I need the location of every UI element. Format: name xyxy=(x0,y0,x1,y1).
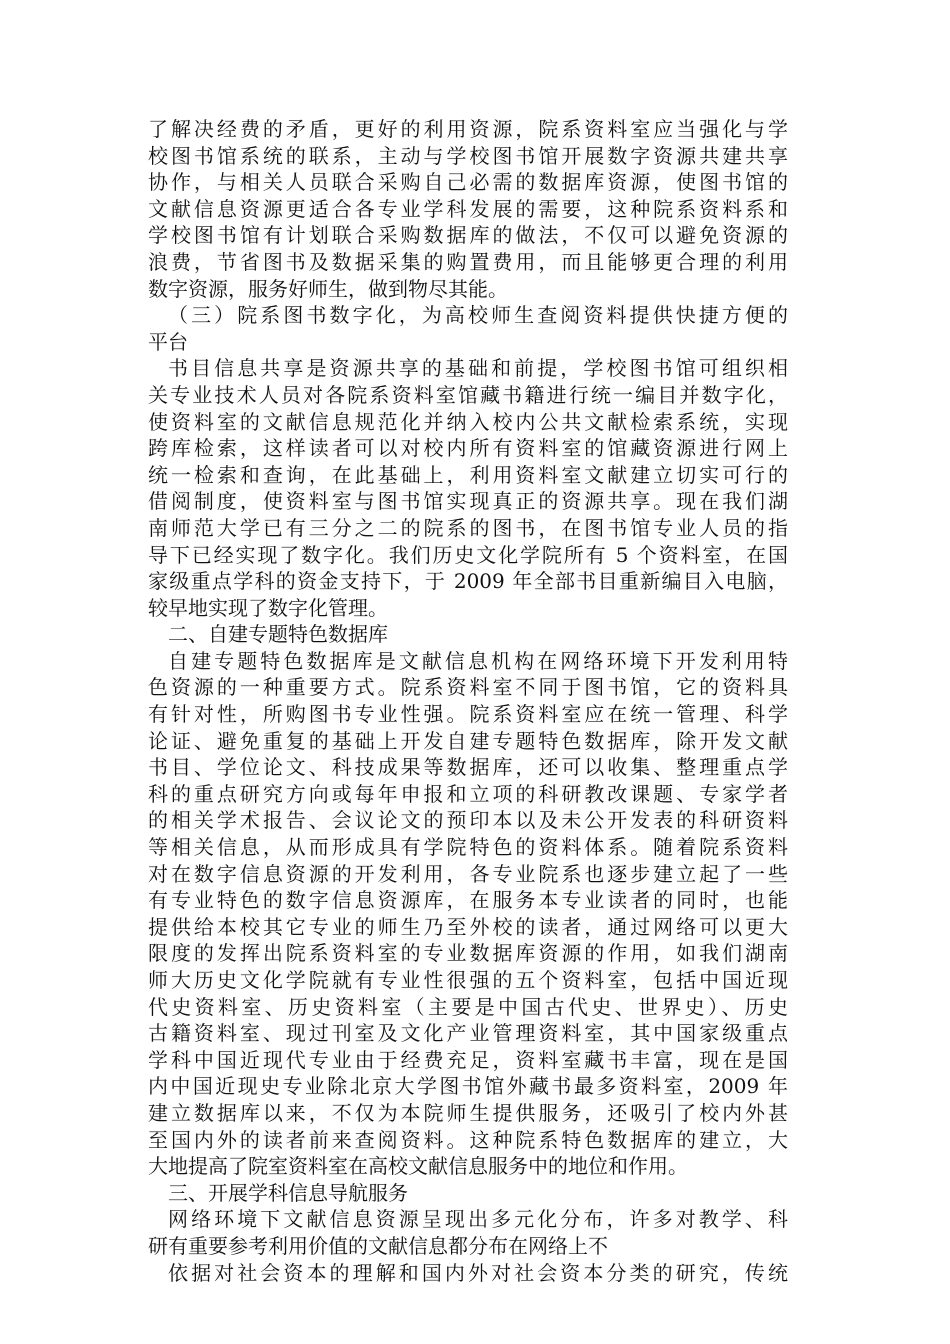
text-line: 学科中国近现代专业由于经费充足，资料室藏书丰富，现在是国 xyxy=(148,1047,788,1072)
text-line: 大地提高了院室资料室在高校文献信息服务中的地位和作用。 xyxy=(148,1154,688,1179)
text-line: 导下已经实现了数字化。我们历史文化学院所有 5 个资料室，在国 xyxy=(148,542,788,567)
text-line: 较早地实现了数字化管理。 xyxy=(148,595,388,620)
text-line: 古籍资料室、现过刊室及文化产业管理资料室，其中国家级重点 xyxy=(148,1021,788,1046)
text-line: 色资源的一种重要方式。院系资料室不同于图书馆，它的资料具 xyxy=(148,675,788,700)
text-line: 书目、学位论文、科技成果等数据库，还可以收集、整理重点学 xyxy=(148,755,788,780)
text-line: 使资料室的文献信息规范化并纳入校内公共文献检索系统，实现 xyxy=(148,409,788,434)
text-line: 论证、避免重复的基础上开发自建专题特色数据库，除开发文献 xyxy=(148,728,788,753)
text-line: 借阅制度，使资料室与图书馆实现真正的资源共享。现在我们湖 xyxy=(148,489,788,514)
text-line: 二、自建专题特色数据库 xyxy=(168,622,388,647)
text-line: 书目信息共享是资源共享的基础和前提，学校图书馆可组织相 xyxy=(168,356,788,381)
text-line: 三、开展学科信息导航服务 xyxy=(168,1180,408,1205)
text-line: 统一检索和查询，在此基础上，利用资料室文献建立切实可行的 xyxy=(148,462,788,487)
text-line: 浪费，节省图书及数据采集的购置费用，而且能够更合理的利用 xyxy=(148,249,788,274)
text-line: 文献信息资源更适合各专业学科发展的需要，这种院系资料系和 xyxy=(148,196,788,221)
text-line: 数字资源，服务好师生，做到物尽其能。 xyxy=(148,276,508,301)
text-line: 依据对社会资本的理解和国内外对社会资本分类的研究，传统 xyxy=(168,1260,788,1285)
text-line: 校图书馆系统的联系，主动与学校图书馆开展数字资源共建共享 xyxy=(148,143,788,168)
text-line: 研有重要参考利用价值的文献信息都分布在网络上不 xyxy=(148,1233,608,1258)
text-line: 有专业特色的数字信息资源库，在服务本专业读者的同时，也能 xyxy=(148,888,788,913)
text-line: 关专业技术人员对各院系资料室馆藏书籍进行统一编目并数字化， xyxy=(148,382,788,407)
text-line: 等相关信息，从而形成具有学院特色的资料体系。随着院系资料 xyxy=(148,835,788,860)
text-line: 平台 xyxy=(148,329,188,354)
text-line: 学校图书馆有计划联合采购数据库的做法，不仅可以避免资源的 xyxy=(148,223,788,248)
text-line: 对在数字信息资源的开发利用，各专业院系也逐步建立起了一些 xyxy=(148,861,788,886)
text-line: 家级重点学科的资金支持下，于 2009 年全部书目重新编目入电脑， xyxy=(148,569,788,594)
text-line: 师大历史文化学院就有专业性很强的五个资料室，包括中国近现 xyxy=(148,968,788,992)
text-line: 至国内外的读者前来查阅资料。这种院系特色数据库的建立，大 xyxy=(148,1127,788,1152)
text-line: 网络环境下文献信息资源呈现出多元化分布，许多对教学、科 xyxy=(168,1207,788,1232)
text-line: 了解决经费的矛盾，更好的利用资源，院系资料室应当强化与学 xyxy=(148,117,788,141)
text-line: 南师范大学已有三分之二的院系的图书，在图书馆专业人员的指 xyxy=(148,515,788,540)
text-line: 自建专题特色数据库是文献信息机构在网络环境下开发利用特 xyxy=(168,648,788,673)
text-line: 建立数据库以来，不仅为本院师生提供服务，还吸引了校内外甚 xyxy=(148,1100,788,1125)
text-line: 协作，与相关人员联合采购自己必需的数据库资源，使图书馆的 xyxy=(148,170,788,195)
document-body xyxy=(148,116,788,1286)
text-line: 有针对性，所购图书专业性强。院系资料室应在统一管理、科学 xyxy=(148,702,788,727)
text-line: 的相关学术报告、会议论文的预印本以及未公开发表的科研资料 xyxy=(148,808,788,833)
text-line: 代史资料室、历史资料室（主要是中国古代史、世界史）、历史 xyxy=(148,994,788,1019)
text-line: （三）院系图书数字化，为高校师生查阅资料提供快捷方便的 xyxy=(168,303,788,328)
text-line: 科的重点研究方向或每年申报和立项的科研教改课题、专家学者 xyxy=(148,781,788,806)
text-line: 跨库检索，这样读者可以对校内所有资料室的馆藏资源进行网上 xyxy=(148,436,788,461)
text-line: 提供给本校其它专业的师生乃至外校的读者，通过网络可以更大 xyxy=(148,914,788,939)
text-line: 内中国近现史专业除北京大学图书馆外藏书最多资料室，2009 年 xyxy=(148,1074,788,1099)
text-line: 限度的发挥出院系资料室的专业数据库资源的作用，如我们湖南 xyxy=(148,941,788,966)
